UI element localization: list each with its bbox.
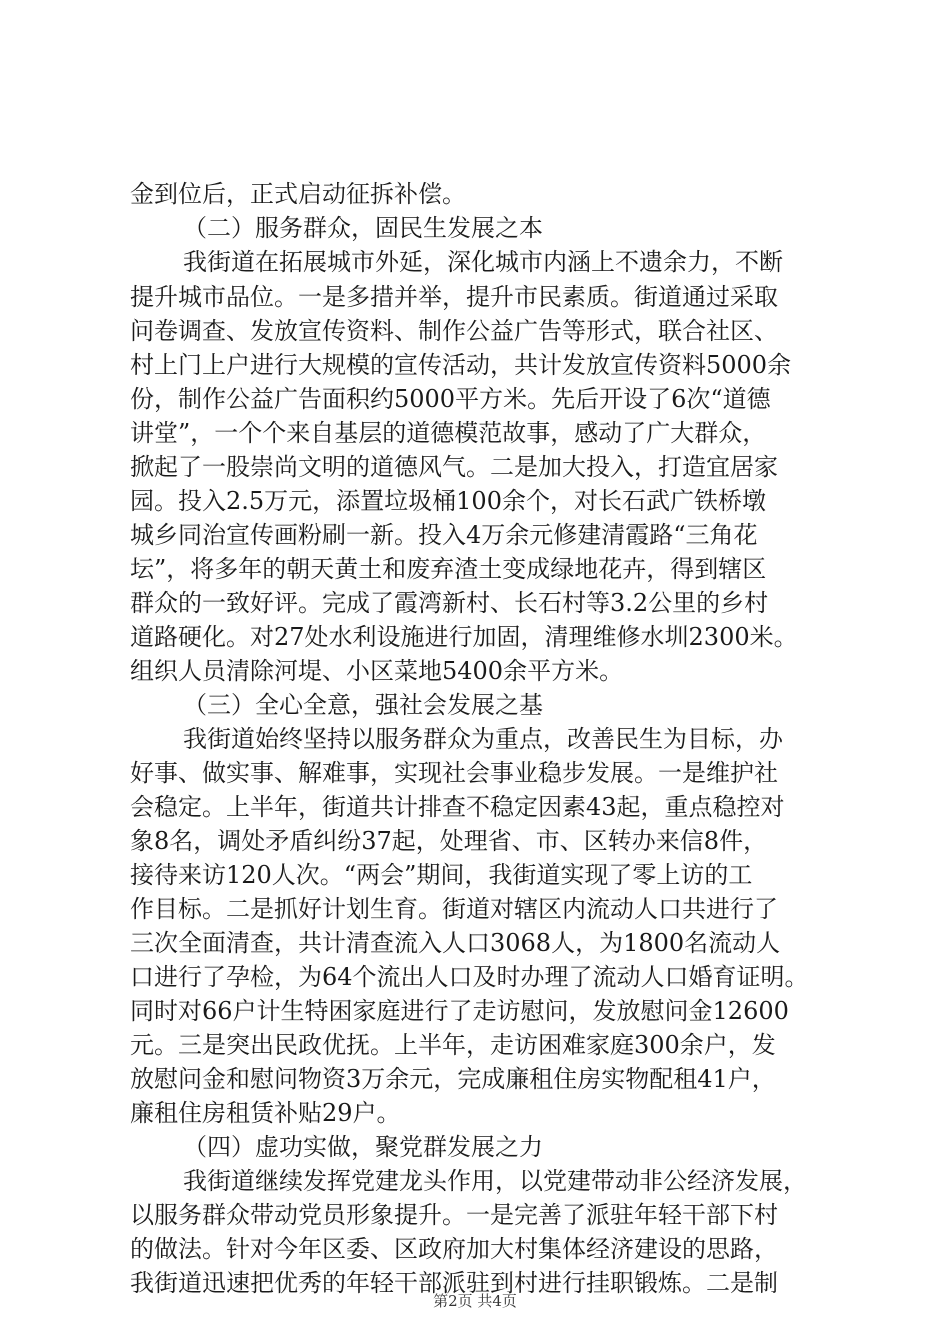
- text-line: 提升城市品位。一是多措并举，提升市民素质。街道通过采取: [130, 283, 778, 311]
- text-line: 三次全面清查，共计清查流入人口3068人，为1800名流动人: [130, 929, 781, 957]
- text-line: 讲堂”，一个个来自基层的道德模范故事，感动了广大群众，: [130, 419, 767, 447]
- text-line: 组织人员清除河堤、小区菜地5400余平方米。: [130, 657, 624, 685]
- text-line: 的做法。针对今年区委、区政府加大村集体经济建设的思路，: [130, 1235, 778, 1263]
- page-footer: 第2页 共4页: [433, 1292, 517, 1310]
- section-heading: （三）全心全意，强社会发展之基: [183, 691, 543, 719]
- text-line: 道路硬化。对27处水利设施进行加固，清理维修水圳2300米。: [130, 623, 798, 651]
- section-heading: （四）虚功实做，聚党群发展之力: [183, 1133, 543, 1161]
- text-line: 以服务群众带动党员形象提升。一是完善了派驻年轻干部下村: [130, 1201, 778, 1229]
- text-line: 作目标。二是抓好计划生育。街道对辖区内流动人口共进行了: [130, 895, 778, 923]
- text-line: 金到位后，正式启动征拆补偿。: [130, 180, 466, 208]
- text-line: 好事、做实事、解难事，实现社会事业稳步发展。一是维护社: [130, 759, 778, 787]
- text-line: 会稳定。上半年，街道共计排查不稳定因素43起，重点稳控对: [130, 793, 785, 821]
- text-line: 村上门上户进行大规模的宣传活动，共计发放宣传资料5000余: [130, 351, 792, 379]
- text-line: 我街道继续发挥党建龙头作用，以党建带动非公经济发展，: [183, 1167, 807, 1195]
- text-line: 同时对66户计生特困家庭进行了走访慰问，发放慰问金12600: [130, 997, 789, 1025]
- text-line: 我街道在拓展城市外延，深化城市内涵上不遗余力，不断: [183, 248, 783, 276]
- text-line: 城乡同治宣传画粉刷一新。投入4万余元修建清霞路“三角花: [130, 521, 758, 549]
- text-line: 廉租住房租赁补贴29户。: [130, 1099, 401, 1127]
- text-line: 坛”，将多年的朝天黄土和废弃渣土变成绿地花卉，得到辖区: [130, 555, 767, 583]
- text-line: 接待来访120人次。“两会”期间，我街道实现了零上访的工: [130, 861, 753, 889]
- section-heading: （二）服务群众，固民生发展之本: [183, 214, 543, 242]
- text-line: 群众的一致好评。完成了霞湾新村、长石村等3.2公里的乡村: [130, 589, 769, 617]
- text-line: 口进行了孕检，为64个流出人口及时办理了流动人口婚育证明。: [130, 963, 809, 991]
- text-line: 问卷调查、发放宣传资料、制作公益广告等形式，联合社区、: [130, 317, 778, 345]
- text-line: 我街道始终坚持以服务群众为重点，改善民生为目标，办: [183, 725, 783, 753]
- text-line: 园。投入2.5万元，添置垃圾桶100余个，对长石武广铁桥墩: [130, 487, 766, 515]
- text-line: 掀起了一股崇尚文明的道德风气。二是加大投入，打造宜居家: [130, 453, 778, 481]
- text-line: 放慰问金和慰问物资3万余元，完成廉租住房实物配租41户，: [130, 1065, 776, 1093]
- text-line: 象8名，调处矛盾纠纷37起，处理省、市、区转办来信8件，: [130, 827, 768, 855]
- text-line: 份，制作公益广告面积约5000平方米。先后开设了6次“道德: [130, 385, 771, 413]
- text-line: 元。三是突出民政优抚。上半年，走访困难家庭300余户，发: [130, 1031, 776, 1059]
- text-line: 我街道迅速把优秀的年轻干部派驻到村进行挂职锻炼。二是制: [130, 1269, 778, 1297]
